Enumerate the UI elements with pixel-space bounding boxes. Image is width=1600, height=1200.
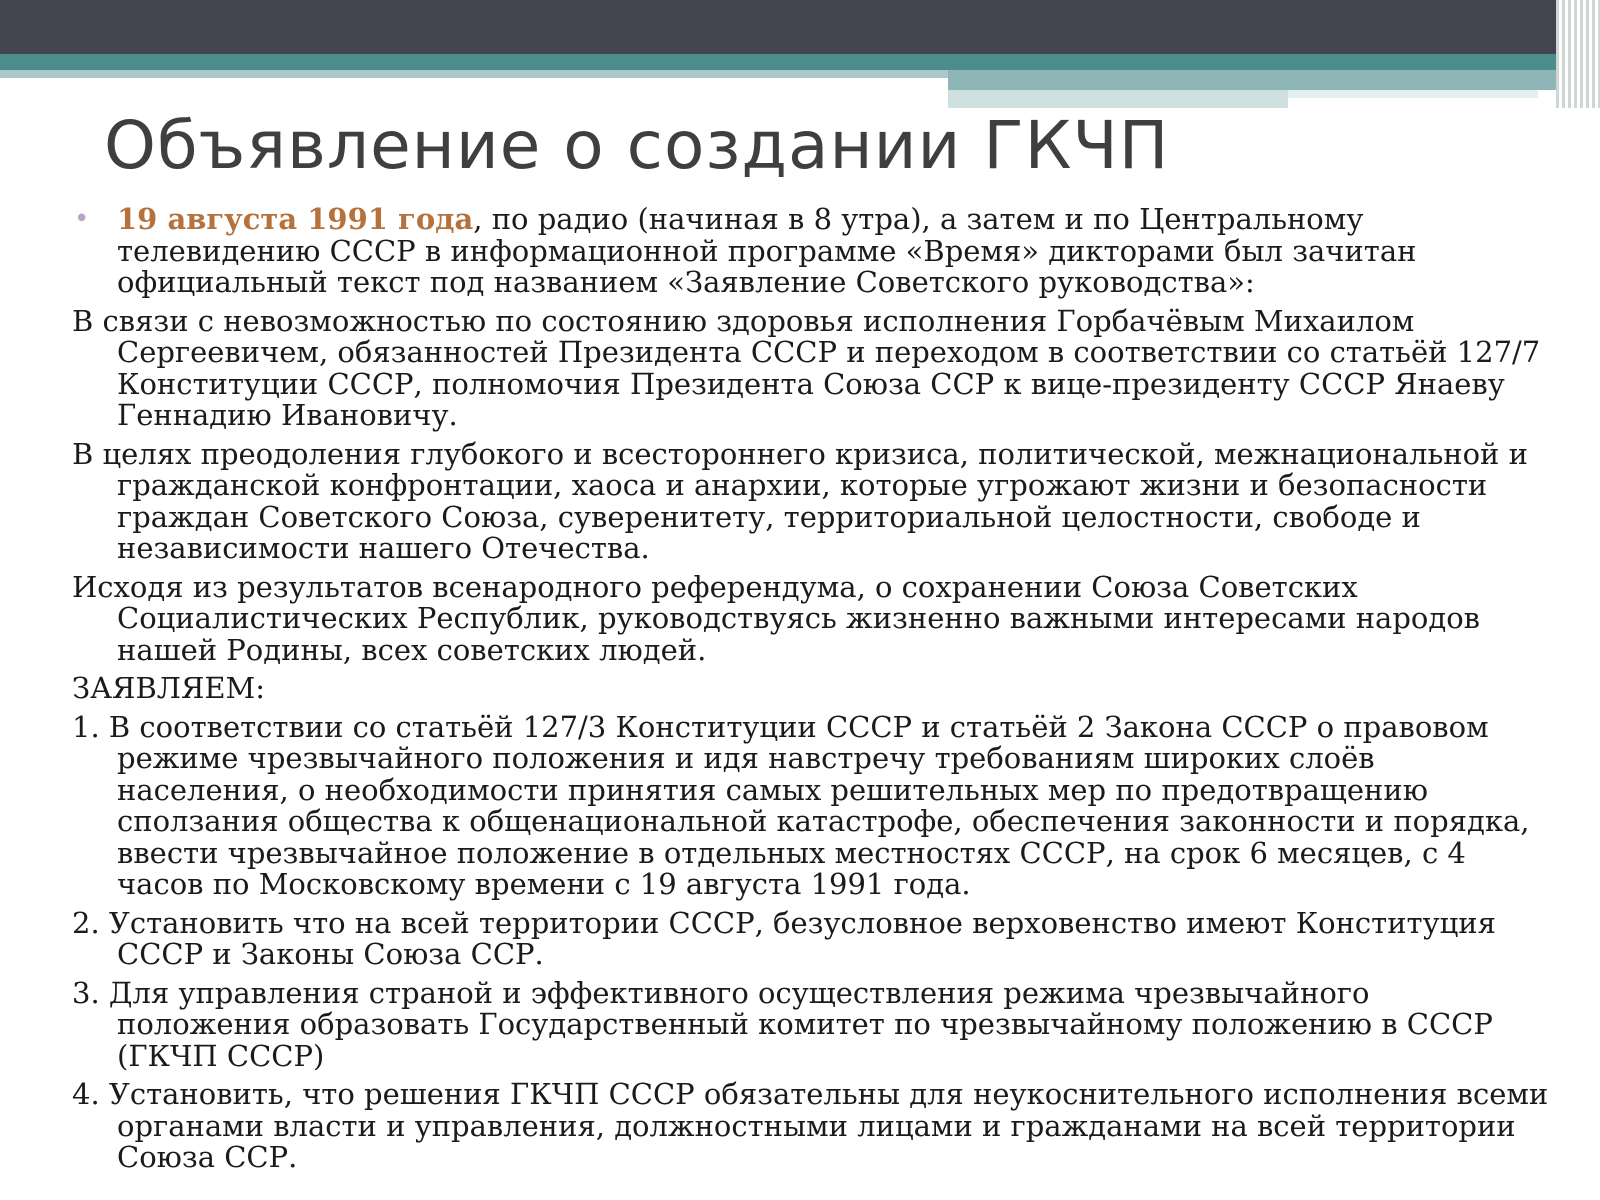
- numbered-item: 3. Для управления страной и эффективного осуществления режима чрезвычайного положения образовать Государственный комитет по чрезвычайному положению в СССР (ГКЧП СССР): [72, 975, 1493, 1073]
- banner-dark-stripe: [0, 0, 1600, 54]
- banner-light-stripe: [1288, 90, 1538, 98]
- statement-paragraph: Исходя из результатов всенародного референдума, о сохранении Союза Советских Социалистических Республик, руководствуясь жизненно важными интересами народов нашей Родины, всех советских людей.: [72, 569, 1480, 667]
- banner-vertical-stripes: [1556, 0, 1600, 108]
- banner-teal-stripe: [0, 54, 1600, 70]
- bullet-icon: •: [74, 204, 90, 234]
- slide-body: [72, 204, 1550, 1181]
- slide-title: Объявление о создании ГКЧП: [104, 107, 1170, 184]
- date-highlight: 19 августа 1991 года: [117, 202, 474, 236]
- numbered-item: 4. Установить, что решения ГКЧП СССР обязательны для неукоснительного исполнения всеми органами власти и управления, должностными лицами и гражданами на всей территории Союза ССР.: [72, 1077, 1549, 1174]
- banner-light-stripe: [948, 70, 1600, 90]
- intro-paragraph: [72, 204, 1550, 299]
- numbered-item: 2. Установить что на всей территории СССР, безусловное верховенство имеют Конституция СССР и Законы Союза ССР.: [72, 905, 1496, 971]
- intro-text: , по радио (начиная в 8 утра), а затем и по Центральному телевидению СССР в информационной программе «Время» дикторами был зачитан официальный текст под названием «Заявление Советского руководства»:: [117, 202, 1417, 299]
- numbered-item: 1. В соответствии со статьёй 127/3 Конституции СССР и статьёй 2 Закона СССР о правовом режиме чрезвычайного положения и идя навстречу требованиям широких слоёв населения, о необходимости принятия самых решительных мер по предотвращению сползания общества к общенациональной катастрофе, обеспечения законности и порядка, ввести чрезвычайное положение в отдельных местностях СССР, на срок 6 месяцев, с 4 часов по Московскому времени с 19 августа 1991 года.: [72, 709, 1530, 901]
- declare-heading: ЗАЯВЛЯЕМ:: [72, 671, 266, 705]
- banner-light-stripe: [0, 70, 948, 78]
- header-banner: [0, 0, 1600, 110]
- statement-paragraph: В целях преодоления глубокого и всестороннего кризиса, политической, межнациональной и гражданской конфронтации, хаоса и анархии, которые угрожают жизни и безопасности граждан Советского Союза, суверенитету, территориальной целостности, свободе и независимости нашего Отечества.: [72, 436, 1528, 565]
- statement-paragraph: В связи с невозможностью по состоянию здоровья исполнения Горбачёвым Михаилом Сергеевичем, обязанностей Президента СССР и переходом в соответствии со статьёй 127/7 Конституции СССР, полномочия Президента Союза ССР к вице-президенту СССР Янаеву Геннадию Ивановичу.: [72, 303, 1541, 432]
